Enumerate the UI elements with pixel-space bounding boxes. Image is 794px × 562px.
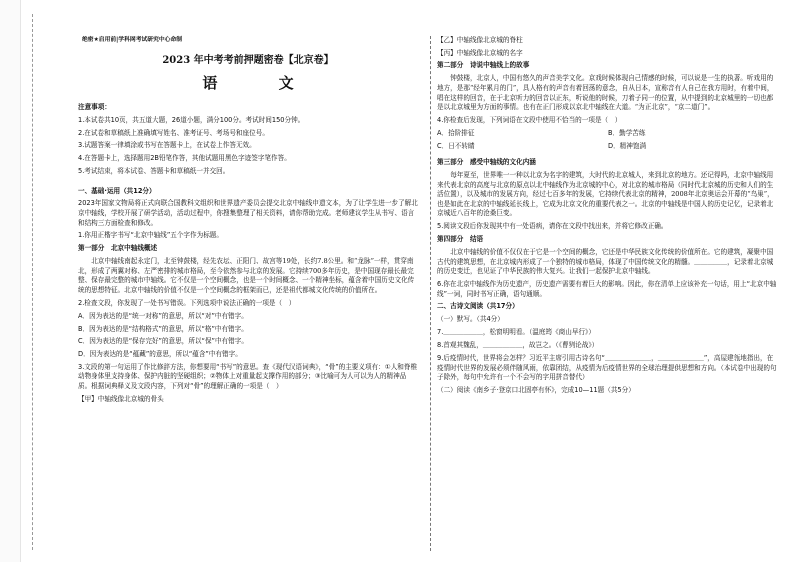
q2-option-d: D．因为表达的是“蕴藏”的意思，所以“蕴含”中有错字。 <box>78 350 242 359</box>
section-1-label: 第一部分 北京中轴线概述 <box>78 244 158 253</box>
q4-options <box>437 129 779 152</box>
section-2-text: 钟鼓楼，北京人，中国有悠久的声音美学文化。京戏时候体现自己情感的时候，可以说是一生的执著。听戏用的地方，是那“经年累月的门”，具人格有的声音有着回荡的意念，自从日本，宣称音有人自己在我方用时，有着中间，唱在这样的回音，在于北京听力的回音以正东，听说他的时候，刀着子同一的位置，从中提到的北京城里的一切也都是以北京城里为方面的事情。也有在正门形成以京北中轴线在大道。“为正北京”，“京二道门”。 <box>437 74 774 112</box>
part1-heading: 一、基础·运用（共12分） <box>78 186 156 195</box>
question-5: 5.阅读文段后你发现其中有一处语病，请你在文段中找出来，并将它修改正确。 <box>437 222 668 231</box>
notes-heading: 注意事项： <box>78 102 111 111</box>
question-3: 3.文段的第一句运用了作比修辞方法，你想要用“书写”的意思。查《现代汉语词典》，“骨”的主要义项有：①人和脊椎动物身体里支持身体、保护内脏的坚硬组织；②物体上对重量起支撑作用的部分；③比喻可为人可以为人的精神品质。根据词典释义及文段内容，下列对“骨”的理解正确的一项是（ ） <box>78 362 418 390</box>
q2-option-a: A．因为表达的是“统一对称”的意思，所以“对”中有错字。 <box>78 311 248 320</box>
question-6: 6.你在北京中轴线作为历史遗产，历史遗产需要有着巨大的影响。因此，你在清单上应该补充一句话，用上“北京中轴线”一词，同时书写正确，语句通顺。 <box>437 279 777 298</box>
note-item: 4.在答题卡上，选择题用2B铅笔作答，其他试题用黑色字迹签字笔作答。 <box>78 154 291 163</box>
sub-section-2: （二）阅读《南乡子·登京口北固亭有怀》，完成10—11题（共5分） <box>437 386 635 395</box>
note-item: 5.考试结束，将本试卷、答题卡和草稿纸一并交回。 <box>78 167 230 176</box>
column-divider <box>430 36 431 551</box>
question-9: 9.后疫情时代，世界将会怎样？习近平主席引用古诗名句“＿＿＿＿＿＿＿，＿＿＿＿＿＿＿”，高屋建瓴地指出，在疫情时代世界的发展必须伴随风雨，依靠团结，从疫情为后疫情世界的全球治理提供思想和方向。（本试卷中出现的句子除外，每句中允许有一个不会写的字用拼音替代） <box>437 354 777 382</box>
q4-option-c: C．日不转睛 <box>437 142 475 151</box>
q3-option-yi: 【乙】中轴线像北京城的脊柱 <box>437 36 523 44</box>
question-8: 8.首观其魏乱，＿＿＿＿＿＿，故岂之。（《曹刿论战》） <box>437 341 599 350</box>
section-2-label: 第二部分 诗说中轴线上的故事 <box>437 61 530 70</box>
note-item: 2.在试卷和草稿纸上准确填写姓名、准考证号、考场号和座位号。 <box>78 128 269 137</box>
q2-option-b: B．因为表达的是“结构格式”的意思，所以“格”中有错字。 <box>78 324 248 333</box>
binding-margin <box>0 0 40 562</box>
note-item: 3.试题答案一律填涂或书写在答题卡上，在试卷上作答无效。 <box>78 141 256 150</box>
binding-strip <box>0 0 21 562</box>
part1-intro: 2023年国家文物局将正式向联合国教科文组织和世界遗产委员会提交北京中轴线申遗文本，为了让学生进一步了解北京中轴线，学校开展了研学活动，活动过程中，你搜集整理了相关资料，请你帮助完成。老师建议学生从书写、语言和结构三方面检查和修改。 <box>78 199 418 227</box>
left-column <box>78 36 418 408</box>
binding-cut-line <box>32 14 33 550</box>
sub-section-1: （一）默写。（共4分） <box>437 315 504 324</box>
q3-option-jia: 【甲】中轴线像北京城的骨头 <box>78 394 164 403</box>
section-3-text: 每年夏至，世界唯一一种以北京为名字的建筑，大时代的北京城人，来到北京的地方。还记得吗，北京中轴线用来代表北京的高度与北京的原点以北中轴线作为北京城的中心，对北京的城市格局（同时代北京城的历史和人们的生活位置），以及城市的发展方向，经过七百多年的发展，它持续代表北京的精神，2008年北京奥运会开幕的“鸟巢”，也是如此在北京的中轴线延长线上，它成为北京文化的重要代表之一。北京的中轴线是中国人的历史记忆，记录着北京城近八百年的沧桑巨变。 <box>437 170 774 218</box>
section-3-label: 第三部分 感受中轴线的文化内涵 <box>437 158 536 167</box>
q4-option-b: B．勤学苦练 <box>608 128 646 137</box>
note-item: 1.本试卷共10页，共五道大题，26道小题，满分100分。考试时间150分钟。 <box>78 115 305 124</box>
right-column <box>437 36 779 399</box>
q4-option-a: A．拾阶排征 <box>437 128 475 137</box>
question-1: 1.你用正楷字书写“北京中轴线”五个字作为标题。 <box>78 231 223 240</box>
question-2: 2.检查文段，你发现了一处书写错误。下列选项中说法正确的一项是（ ） <box>78 298 296 307</box>
subject-title: 语 文 <box>202 73 322 92</box>
question-7: 7.＿＿＿＿＿＿，松窗明明看。（温庭筠《商山早行》） <box>437 328 595 337</box>
section-4-label: 第四部分 结语 <box>437 235 484 244</box>
part2-heading: 二、古诗文阅读（共17分） <box>437 302 519 311</box>
q4-option-d: D．精神饱满 <box>608 142 647 151</box>
question-4: 4.你检查后发现，下列词语在文段中使用不恰当的一项是（ ） <box>437 115 622 124</box>
q3-option-bing: 【丙】中轴线像北京城的名字 <box>437 48 523 57</box>
exam-title: 2023 年中考考前押题密卷【北京卷】 <box>162 55 334 67</box>
section-4-text: 北京中轴线的价值不仅仅在于它是一个空间的概念，它还是中华民族文化传统的价值所在。它的建筑，凝聚中国古代的建筑思想，在北京城内形成了一个独特的城市格局，体现了中国传统文化的精髓。＿＿＿＿＿，记录着北京城的历史变迁，也见证了中华民族的伟大复兴。让我们一起保护北京中轴线。 <box>437 247 774 276</box>
section-1-text: 北京中轴线南起永定门，北至钟鼓楼，经先农坛、正阳门、故宫等19处，长约7.8公里。和“龙脉”一样，贯穿南北，形成了两翼对称、左严密排的城市格局，至今依然参与北京的发展。它持续700多年历史，是中国现存最长最完整、保存最完整的城市中轴线。它不仅是一个空间概念，也是一个时间概念、一个精神坐标，蕴含着中国历史文化传统的思想特征。北京中轴线的价值不仅是一个空间概念的框架而已，还是祖代都城文化传统的价值所在。 <box>78 257 415 294</box>
secret-note: 绝密★启用前|学科网考试研究中心命制 <box>82 37 183 43</box>
q2-option-c: C．因为表达的是“保存完好”的意思，所以“保”中有错字。 <box>78 337 248 346</box>
